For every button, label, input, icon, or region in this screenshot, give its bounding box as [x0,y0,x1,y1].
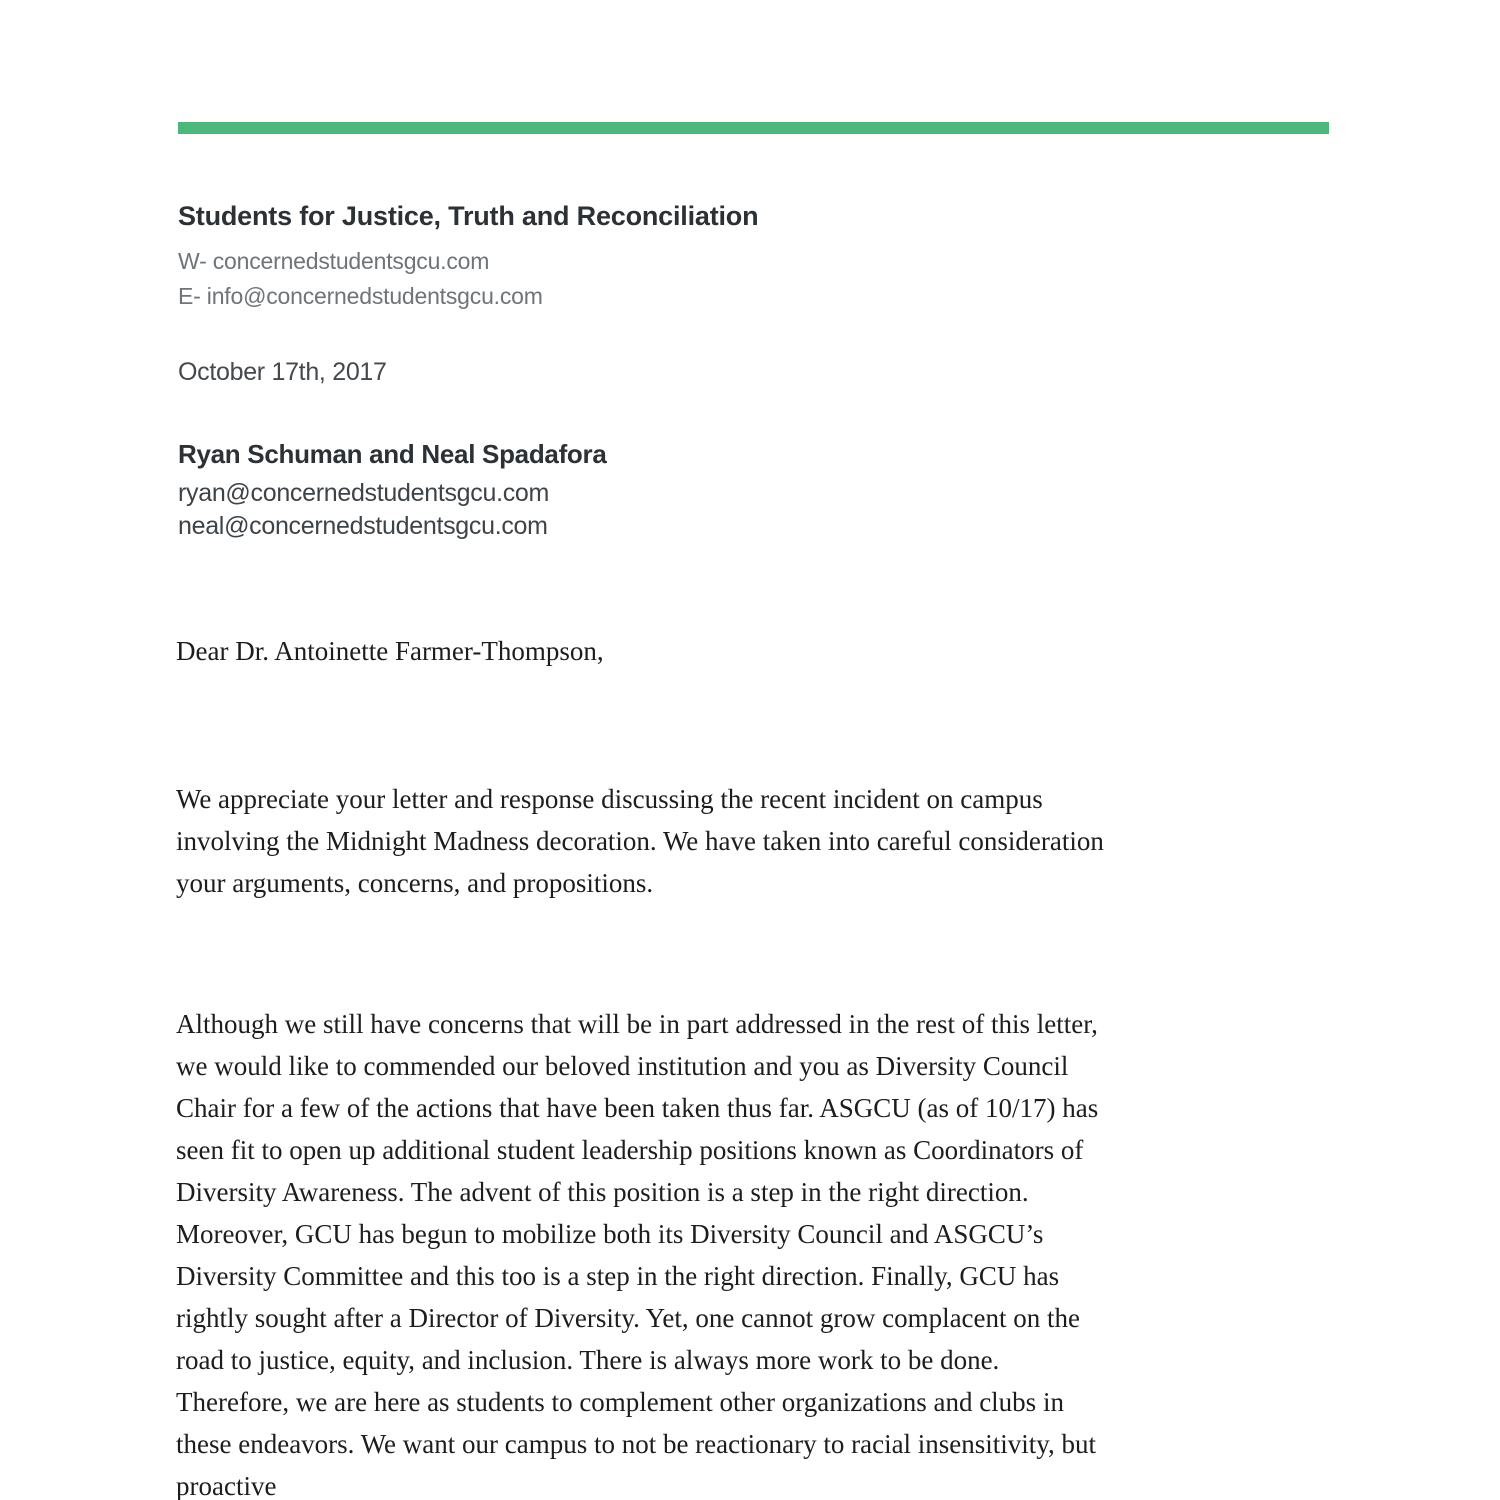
paragraph-text: We appreciate your letter and response discussing the recent incident on campus involving the Midnight Madness decoration. We have taken into careful consideration your arguments, concerns, and propositions. [176,784,1104,898]
letterhead-website: W- concernedstudentsgcu.com [178,247,490,274]
letter-salutation: Dear Dr. Antoinette Farmer-Thompson, [176,636,604,666]
letterhead [178,200,1178,314]
letter-paragraph-2 [176,1003,1111,1500]
letter-date: October 17th, 2017 [178,358,387,386]
sender-names: Ryan Schuman and Neal Spadafora [178,439,607,469]
header-accent-bar [178,122,1329,134]
sender-email-primary: ryan@concernedstudentsgcu.com [178,478,550,507]
sender-block [178,438,1178,543]
sender-email-secondary: neal@concernedstudentsgcu.com [178,511,548,540]
organization-name: Students for Justice, Truth and Reconciliation [178,201,759,231]
letterhead-email: E- info@concernedstudentsgcu.com [178,282,543,309]
paragraph-text: Although we still have concerns that will be in part addressed in the rest of this letter, we would like to commended our beloved institution and you as Diversity Council Chair for a few of the actions that have been taken thus far. ASGCU (as of 10/17) has seen fit to open up additional student leadership positions known as Coordinators of Diversity Awareness. The advent of this position is a step in the right direction. Moreover, GCU has begun to mobilize both its Diversity Council and ASGCU’s Diversity Committee and this too is a step in the right direction. Finally, GCU has rightly sought after a Director of Diversity. Yet, one cannot grow complacent on the road to justice, equity, and inclusion. There is always more work to be done. Therefore, we are here as students to complement other organizations and clubs in these endeavors. We want our campus to not be reactionary to racial insensitivity, but proactive [176,1009,1099,1500]
letter-paragraph-1 [176,778,1111,904]
